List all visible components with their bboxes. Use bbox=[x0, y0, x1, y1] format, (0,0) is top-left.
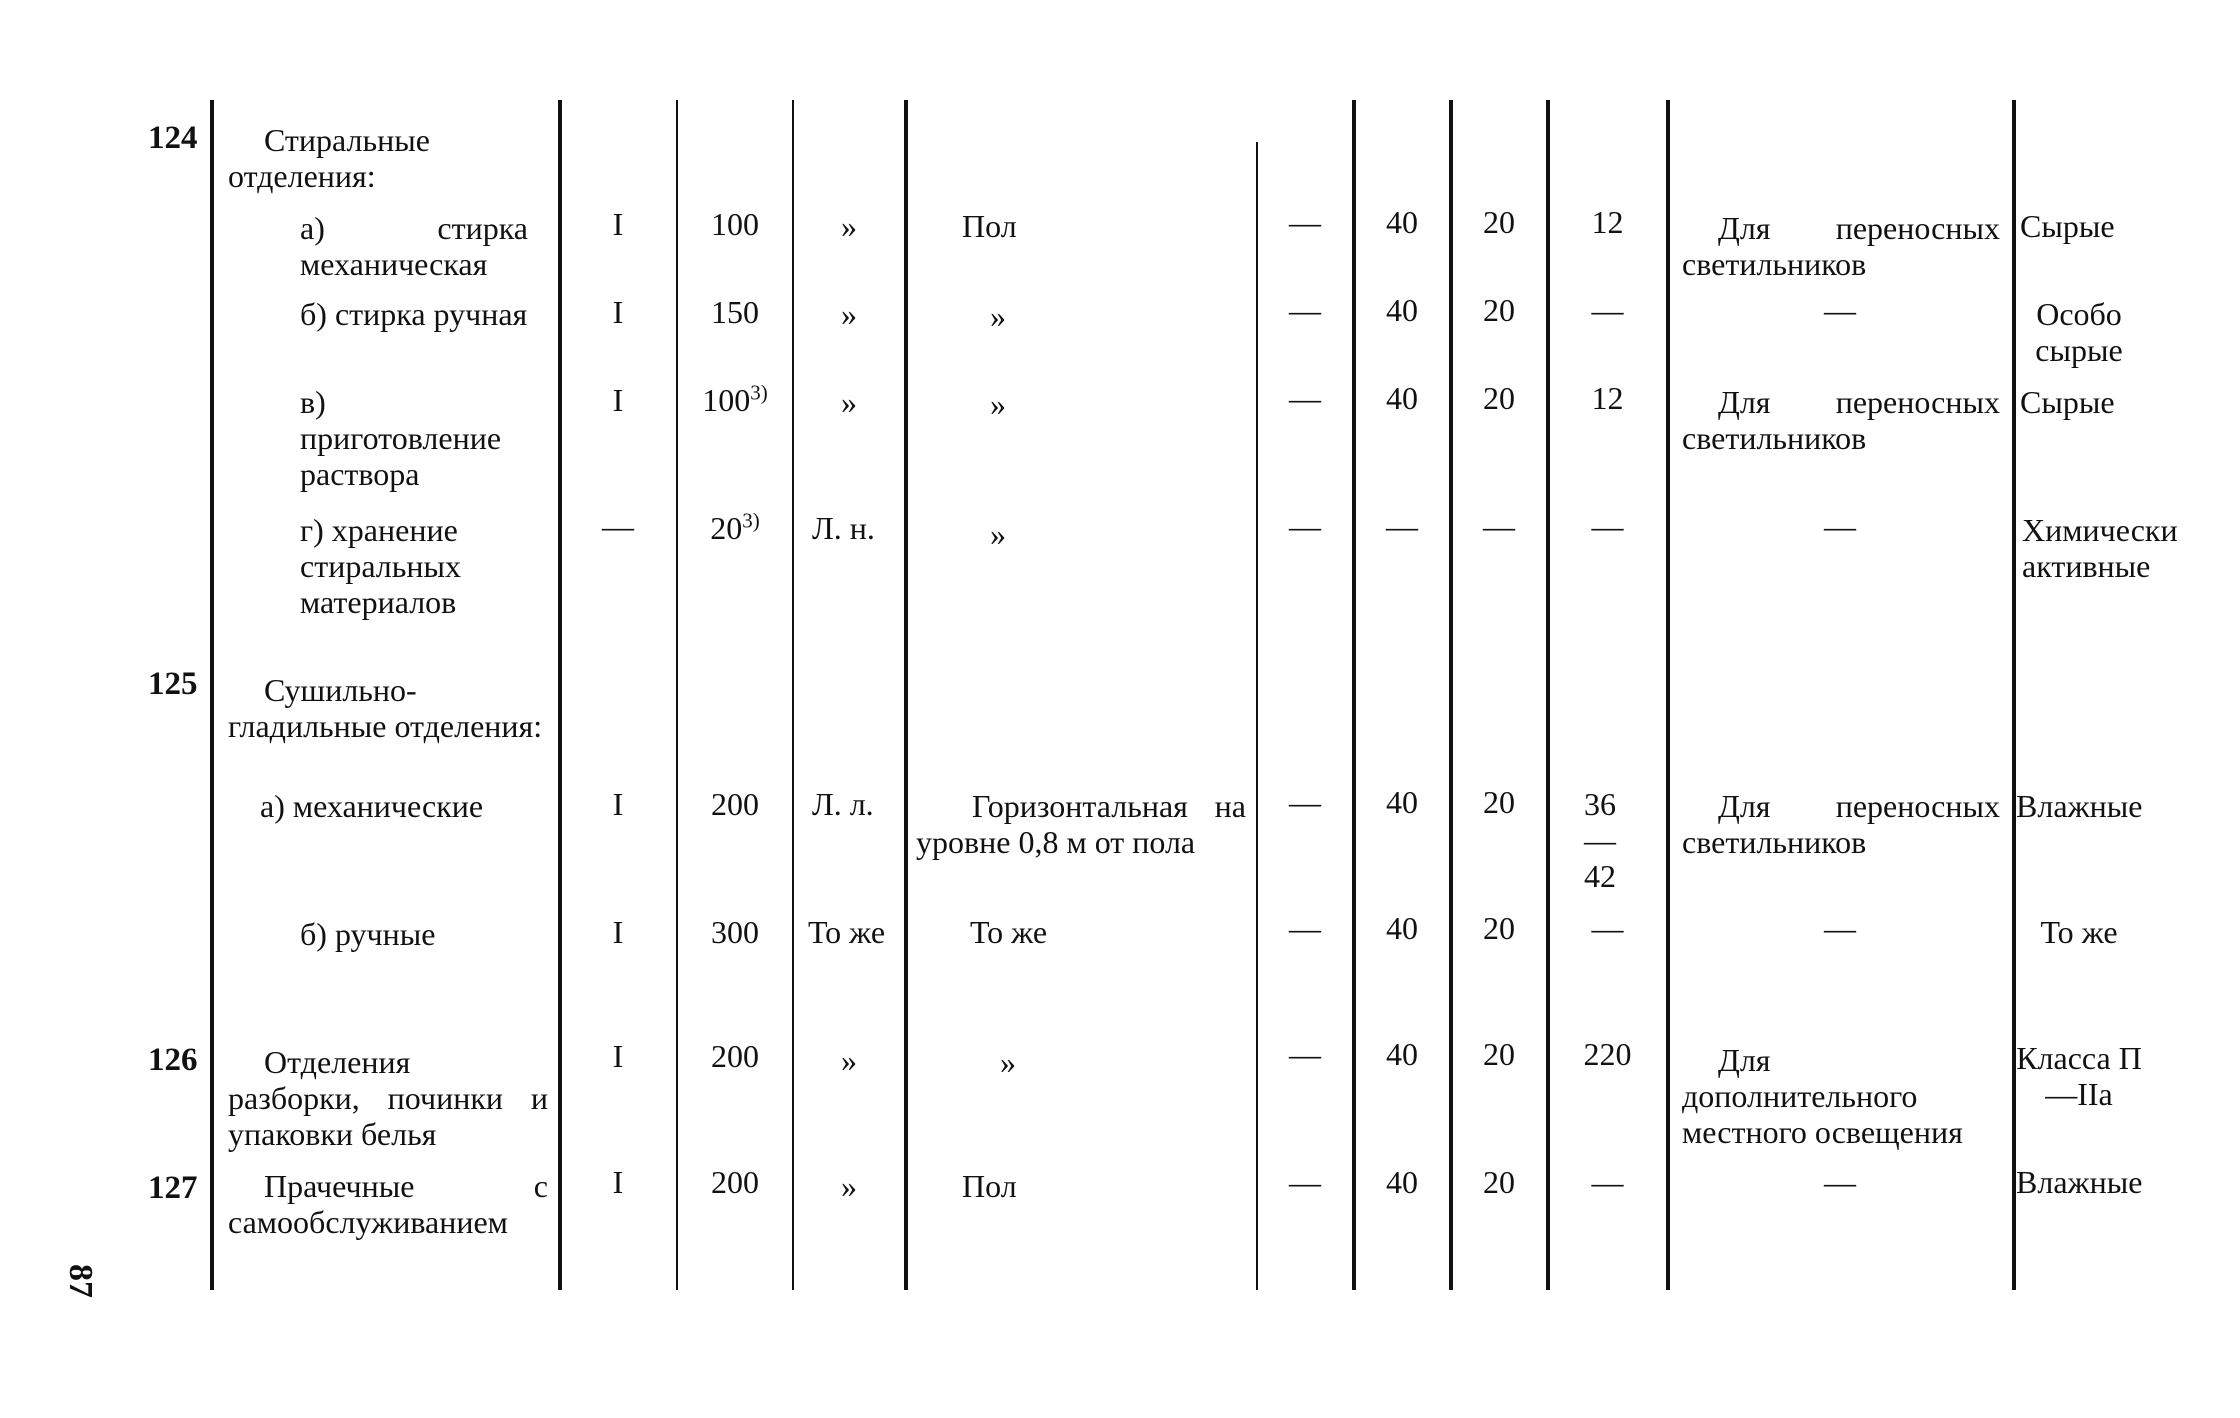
cell-c6: 40 bbox=[1386, 292, 1418, 328]
cell-c4: » bbox=[990, 298, 1006, 334]
cell-c7: 20 bbox=[1483, 910, 1515, 946]
cell-c5: — bbox=[1289, 292, 1321, 328]
cell-c10: Класса П—IIа bbox=[2016, 1040, 2142, 1112]
cell-c5: — bbox=[1289, 508, 1321, 544]
cell-c4: » bbox=[990, 516, 1006, 552]
cell-c7: 20 bbox=[1483, 292, 1515, 328]
column-rule bbox=[1352, 100, 1356, 1290]
cell-c2: 200 bbox=[711, 786, 759, 822]
row-name: Сушильно-гладильные отделения: bbox=[228, 672, 543, 744]
cell-c2: 100 bbox=[711, 206, 759, 242]
cell-c3: Л. н. bbox=[812, 510, 875, 546]
cell-c10: Влажные bbox=[2016, 788, 2143, 824]
cell-c1: I bbox=[612, 1038, 624, 1074]
cell-c4: То же bbox=[970, 914, 1048, 950]
column-rule bbox=[676, 100, 678, 1290]
cell-c6: 40 bbox=[1386, 910, 1418, 946]
row-name: в) приготовление раствора bbox=[300, 384, 502, 492]
cell-c3: Л. л. bbox=[812, 786, 874, 822]
row-name: Стиральные отделения: bbox=[228, 122, 430, 194]
cell-c1: I bbox=[612, 294, 624, 330]
cell-c3: » bbox=[841, 296, 857, 332]
cell-c2: 300 bbox=[711, 914, 759, 950]
cell-c4: » bbox=[1000, 1044, 1016, 1080]
cell-c9: Для переносных светильников bbox=[1682, 210, 2000, 282]
cell-c5: — bbox=[1289, 204, 1321, 240]
cell-c2 bbox=[678, 382, 792, 418]
cell-c4: » bbox=[990, 386, 1006, 422]
cell-c3: » bbox=[841, 1168, 857, 1204]
row-name: Прачечные с самообслуживанием bbox=[228, 1168, 548, 1240]
cell-c7: — bbox=[1483, 508, 1515, 544]
row-name: б) стирка ручная bbox=[300, 296, 528, 332]
row-name: г) хранение стиральных материалов bbox=[300, 512, 461, 620]
cell-c10: Влажные bbox=[2016, 1164, 2143, 1200]
cell-c10: Химически активные bbox=[2022, 512, 2178, 584]
cell-c2-value: 100 bbox=[702, 382, 751, 418]
cell-c8: — bbox=[1591, 1164, 1624, 1200]
row-number: 127 bbox=[148, 1170, 198, 1206]
cell-c3: » bbox=[841, 1042, 857, 1078]
cell-c10: Сырые bbox=[2020, 384, 2115, 420]
cell-c6: 40 bbox=[1386, 204, 1418, 240]
cell-c1: I bbox=[612, 1164, 624, 1200]
cell-c8: 12 bbox=[1591, 380, 1624, 416]
column-rule bbox=[792, 100, 794, 1290]
cell-c2-value: 20 bbox=[710, 510, 743, 546]
column-rule bbox=[1546, 100, 1550, 1290]
cell-c2: 150 bbox=[711, 294, 759, 330]
cell-c9: Для переносных светильников bbox=[1682, 788, 2000, 860]
row-name: а) механические bbox=[260, 788, 484, 824]
cell-c6: 40 bbox=[1386, 784, 1418, 820]
cell-c10: Сырые bbox=[2020, 208, 2115, 244]
cell-c9: — bbox=[1824, 910, 1856, 946]
footnote-mark: 3) bbox=[742, 508, 760, 533]
cell-c5: — bbox=[1289, 1036, 1321, 1072]
cell-c7: 20 bbox=[1483, 380, 1515, 416]
cell-c7: 20 bbox=[1483, 784, 1515, 820]
cell-c9: — bbox=[1824, 508, 1856, 544]
cell-c5: — bbox=[1289, 1164, 1321, 1200]
row-number: 124 bbox=[148, 120, 198, 156]
cell-c3: » bbox=[841, 208, 857, 244]
cell-c8: — bbox=[1591, 292, 1624, 328]
row-name: а) стирка механическая bbox=[300, 210, 528, 282]
cell-c6: — bbox=[1386, 508, 1418, 544]
cell-c10: То же bbox=[2040, 914, 2118, 950]
cell-c5: — bbox=[1289, 784, 1321, 820]
cell-c10: Особо сырые bbox=[2035, 296, 2123, 368]
column-rule bbox=[1666, 100, 1670, 1290]
cell-c9: — bbox=[1824, 292, 1856, 328]
cell-c2: 200 bbox=[711, 1164, 759, 1200]
cell-c7: 20 bbox=[1483, 204, 1515, 240]
footnote-mark: 3) bbox=[750, 380, 768, 405]
cell-c8: 220 bbox=[1583, 1036, 1632, 1072]
cell-c7: 20 bbox=[1483, 1164, 1515, 1200]
column-rule bbox=[904, 100, 908, 1290]
cell-c1: I bbox=[612, 786, 624, 822]
cell-c2 bbox=[678, 510, 792, 546]
cell-c1: — bbox=[602, 508, 634, 544]
cell-c9: — bbox=[1824, 1164, 1856, 1200]
cell-c1: I bbox=[612, 914, 624, 950]
row-name: Отделения разборки, починки и упаковки белья bbox=[228, 1044, 548, 1152]
cell-c1: I bbox=[612, 206, 624, 242]
row-name: б) ручные bbox=[300, 916, 436, 952]
cell-c8: 36—42 bbox=[1584, 786, 1616, 894]
cell-c9: Для дополнительного местного освещения bbox=[1682, 1042, 1963, 1150]
cell-c6: 40 bbox=[1386, 1164, 1418, 1200]
page-number: 87 bbox=[62, 1264, 99, 1298]
cell-c9: Для переносных светильников bbox=[1682, 384, 2000, 456]
row-number: 125 bbox=[148, 666, 198, 702]
column-rule bbox=[1449, 100, 1453, 1290]
cell-c5: — bbox=[1289, 910, 1321, 946]
cell-c4: Пол bbox=[962, 1168, 1017, 1204]
cell-c8: 12 bbox=[1591, 204, 1624, 240]
cell-c7: 20 bbox=[1483, 1036, 1515, 1072]
row-number: 126 bbox=[148, 1042, 198, 1078]
cell-c2: 200 bbox=[711, 1038, 759, 1074]
cell-c4: Пол bbox=[962, 208, 1017, 244]
cell-c3: То же bbox=[808, 914, 886, 950]
cell-c6: 40 bbox=[1386, 380, 1418, 416]
column-rule bbox=[558, 100, 562, 1290]
cell-c8: — bbox=[1591, 910, 1624, 946]
column-rule bbox=[210, 100, 214, 1290]
cell-c3: » bbox=[841, 384, 857, 420]
cell-c5: — bbox=[1289, 380, 1321, 416]
cell-c1: I bbox=[612, 382, 624, 418]
cell-c6: 40 bbox=[1386, 1036, 1418, 1072]
cell-c8: — bbox=[1591, 508, 1624, 544]
cell-c4: Горизонтальная на уровне 0,8 м от пола bbox=[916, 788, 1246, 860]
